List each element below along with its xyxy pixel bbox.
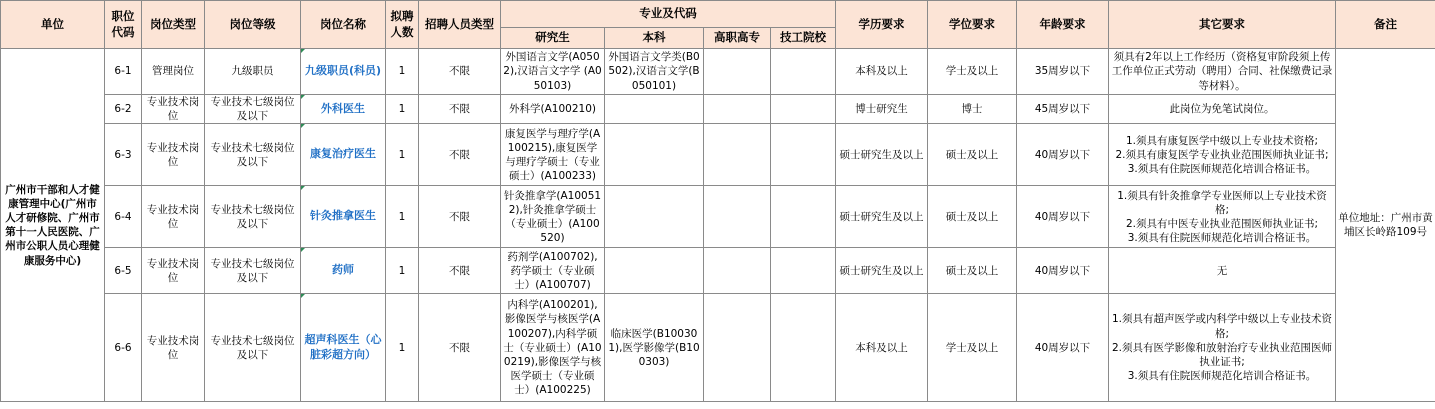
header-vocational: 高职高专 — [704, 28, 771, 49]
code-cell: 6-6 — [105, 294, 142, 402]
age-cell: 40周岁以下 — [1017, 124, 1109, 186]
degree-cell: 硕士及以上 — [928, 248, 1017, 294]
position-name-cell: 超声科医生（心脏彩超方向） — [301, 294, 386, 402]
type-cell: 专业技术岗位 — [142, 294, 205, 402]
grade-cell: 专业技术七级岗位及以下 — [205, 95, 301, 124]
technical-cell — [771, 186, 836, 248]
code-cell: 6-3 — [105, 124, 142, 186]
position-name-cell: 药师 — [301, 248, 386, 294]
code-cell: 6-2 — [105, 95, 142, 124]
table-row — [1, 49, 1435, 95]
code-cell: 6-5 — [105, 248, 142, 294]
grad-major-cell: 内科学(A100201),影像医学与核医学(A100207),内科学硕士（专业硕士）(A100219),影像医学与核医学硕士（专业硕士）(A100225) — [501, 294, 605, 402]
applicant-cell: 不限 — [419, 95, 501, 124]
vocational-cell — [704, 294, 771, 402]
code-cell: 6-4 — [105, 186, 142, 248]
remark-cell: 单位地址：广州市黄埔区长岭路109号 — [1336, 49, 1435, 402]
age-cell: 45周岁以下 — [1017, 95, 1109, 124]
grade-cell: 专业技术七级岗位及以下 — [205, 248, 301, 294]
vocational-cell — [704, 186, 771, 248]
applicant-cell: 不限 — [419, 186, 501, 248]
header-type: 岗位类型 — [142, 1, 205, 49]
technical-cell — [771, 49, 836, 95]
grade-cell: 专业技术七级岗位及以下 — [205, 124, 301, 186]
header-remark: 备注 — [1336, 1, 1435, 49]
undergrad-major-cell — [605, 248, 704, 294]
header-grade: 岗位等级 — [205, 1, 301, 49]
education-cell: 本科及以上 — [836, 294, 928, 402]
education-cell: 硕士研究生及以上 — [836, 124, 928, 186]
header-undergrad: 本科 — [605, 28, 704, 49]
table-row — [1, 124, 1435, 186]
vocational-cell — [704, 95, 771, 124]
header-technical: 技工院校 — [771, 28, 836, 49]
header-education: 学历要求 — [836, 1, 928, 49]
position-name-cell: 外科医生 — [301, 95, 386, 124]
count-cell: 1 — [386, 186, 419, 248]
table-row — [1, 294, 1435, 402]
header-degree: 学位要求 — [928, 1, 1017, 49]
count-cell: 1 — [386, 294, 419, 402]
type-cell: 管理岗位 — [142, 49, 205, 95]
grad-major-cell: 康复医学与理疗学(A100215),康复医学与理疗学硕士（专业硕士）(A100233) — [501, 124, 605, 186]
count-cell: 1 — [386, 49, 419, 95]
education-cell: 本科及以上 — [836, 49, 928, 95]
type-cell: 专业技术岗位 — [142, 95, 205, 124]
header-unit: 单位 — [1, 1, 105, 49]
education-cell: 硕士研究生及以上 — [836, 248, 928, 294]
vocational-cell — [704, 49, 771, 95]
vocational-cell — [704, 248, 771, 294]
education-cell: 博士研究生 — [836, 95, 928, 124]
applicant-cell: 不限 — [419, 294, 501, 402]
position-name-cell: 针灸推拿医生 — [301, 186, 386, 248]
age-cell: 35周岁以下 — [1017, 49, 1109, 95]
other-requirements-cell: 无 — [1109, 248, 1336, 294]
degree-cell: 博士 — [928, 95, 1017, 124]
type-cell: 专业技术岗位 — [142, 124, 205, 186]
position-name-cell: 九级职员(科员) — [301, 49, 386, 95]
table-row — [1, 186, 1435, 248]
header-major-group: 专业及代码 — [501, 1, 836, 28]
header-grad: 研究生 — [501, 28, 605, 49]
technical-cell — [771, 248, 836, 294]
undergrad-major-cell — [605, 186, 704, 248]
unit-cell: 广州市干部和人才健康管理中心(广州市人才研修院、广州市第十一人民医院、广州市公职人员心理健康服务中心) — [1, 49, 105, 402]
header-name: 岗位名称 — [301, 1, 386, 49]
technical-cell — [771, 124, 836, 186]
grad-major-cell: 药剂学(A100702),药学硕士（专业硕士）(A100707) — [501, 248, 605, 294]
education-cell: 硕士研究生及以上 — [836, 186, 928, 248]
undergrad-major-cell: 外国语言文学类(B0502),汉语言文学(B050101) — [605, 49, 704, 95]
degree-cell: 硕士及以上 — [928, 186, 1017, 248]
other-requirements-cell: 1.须具有针灸推拿学专业医师以上专业技术资格; 2.须具有中医专业执业范围医师执业证书; 3.须具有住院医师规范化培训合格证书。 — [1109, 186, 1336, 248]
header-count: 拟聘人数 — [386, 1, 419, 49]
code-cell: 6-1 — [105, 49, 142, 95]
applicant-cell: 不限 — [419, 49, 501, 95]
age-cell: 40周岁以下 — [1017, 294, 1109, 402]
grad-major-cell: 针灸推拿学(A100512),针灸推拿学硕士（专业硕士）(A100520) — [501, 186, 605, 248]
table-row — [1, 248, 1435, 294]
header-applicant: 招聘人员类型 — [419, 1, 501, 49]
header-other: 其它要求 — [1109, 1, 1336, 49]
degree-cell: 硕士及以上 — [928, 124, 1017, 186]
grad-major-cell: 外科学(A100210) — [501, 95, 605, 124]
technical-cell — [771, 95, 836, 124]
age-cell: 40周岁以下 — [1017, 248, 1109, 294]
other-requirements-cell: 1.须具有超声医学或内科学中级以上专业技术资格; 2.须具有医学影像和放射治疗专业执业范围医师执业证书; 3.须具有住院医师规范化培训合格证书。 — [1109, 294, 1336, 402]
undergrad-major-cell — [605, 124, 704, 186]
header-row-top — [1, 1, 1435, 28]
degree-cell: 学士及以上 — [928, 294, 1017, 402]
table-row — [1, 95, 1435, 124]
applicant-cell: 不限 — [419, 248, 501, 294]
position-name-cell: 康复治疗医生 — [301, 124, 386, 186]
count-cell: 1 — [386, 124, 419, 186]
undergrad-major-cell: 临床医学(B100301),医学影像学(B100303) — [605, 294, 704, 402]
other-requirements-cell: 须具有2年以上工作经历（资格复审阶段须上传工作单位正式劳动（聘用）合同、社保缴费记录等材料）。 — [1109, 49, 1336, 95]
header-age: 年龄要求 — [1017, 1, 1109, 49]
applicant-cell: 不限 — [419, 124, 501, 186]
count-cell: 1 — [386, 95, 419, 124]
header-code: 职位代码 — [105, 1, 142, 49]
grad-major-cell: 外国语言文学(A0502),汉语言文字学 (A050103) — [501, 49, 605, 95]
age-cell: 40周岁以下 — [1017, 186, 1109, 248]
degree-cell: 学士及以上 — [928, 49, 1017, 95]
undergrad-major-cell — [605, 95, 704, 124]
other-requirements-cell: 此岗位为免笔试岗位。 — [1109, 95, 1336, 124]
grade-cell: 九级职员 — [205, 49, 301, 95]
vocational-cell — [704, 124, 771, 186]
type-cell: 专业技术岗位 — [142, 186, 205, 248]
count-cell: 1 — [386, 248, 419, 294]
grade-cell: 专业技术七级岗位及以下 — [205, 186, 301, 248]
grade-cell: 专业技术七级岗位及以下 — [205, 294, 301, 402]
technical-cell — [771, 294, 836, 402]
other-requirements-cell: 1.须具有康复医学中级以上专业技术资格; 2.须具有康复医学专业执业范围医师执业证书; 3.须具有住院医师规范化培训合格证书。 — [1109, 124, 1336, 186]
type-cell: 专业技术岗位 — [142, 248, 205, 294]
